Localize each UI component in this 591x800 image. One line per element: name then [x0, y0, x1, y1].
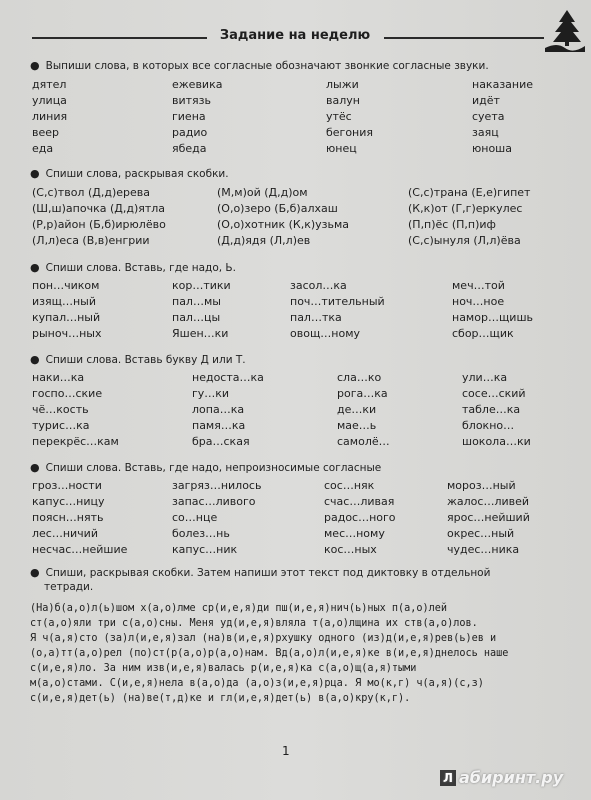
task-3-words: [32, 278, 552, 342]
task-1-words: [32, 77, 552, 157]
word: утёс: [326, 110, 352, 123]
watermark-logo-icon: Л: [440, 770, 456, 786]
word: пал…цы: [172, 311, 221, 324]
task-3-heading: [30, 261, 550, 275]
phrase-row: [32, 233, 552, 249]
text-line: с(и,е,я)ло. За ним изв(и,е,я)валась р(и,е,я)ка с(а,о)щ(а,я)тыми: [30, 663, 417, 674]
bullet-icon: ●: [30, 261, 40, 274]
task-6-heading-text: Спиши, раскрывая скобки. Затем напиши этот текст под диктовку в отдельной: [45, 567, 491, 579]
word: самолё…: [337, 435, 390, 448]
text-line: м(а,о)стами. С(и,е,я)нела в(а,о)да (а,о)з(и,е,я)рца. Я мо(к,г) ч(а,я)(с,з): [30, 678, 484, 689]
word: сбор…щик: [452, 327, 514, 340]
word: юноша: [472, 142, 512, 155]
word: ноч…ное: [452, 295, 505, 308]
word: табле…ка: [462, 403, 521, 416]
word-row: [32, 77, 552, 93]
dictation-text: [30, 601, 550, 706]
word-row: [32, 109, 552, 125]
word-row: [32, 294, 552, 310]
word: Яшен…ки: [172, 327, 229, 340]
text-line: ст(а,о)яли три с(а,о)сны. Меня уд(и,е,я)вляла т(а,о)лщина их ств(а,о)лов.: [30, 618, 478, 629]
page-title: Задание на неделю: [219, 28, 371, 43]
word: турис…ка: [32, 419, 90, 432]
task-2-phrases: [32, 185, 552, 249]
task-6-heading-continued: [44, 580, 564, 594]
word: бра…ская: [192, 435, 250, 448]
word-row: [32, 278, 552, 294]
word: лыжи: [326, 78, 359, 91]
word: мороз…ный: [447, 479, 516, 492]
text-line: (о,а)тт(а,о)рел (по)ст(р(а,о)р(а,о)нам. Вд(а,о)л(и,е,я)ке в(и,е,я)днелось наше: [30, 648, 509, 659]
word: линия: [32, 110, 68, 123]
word: поясн…нять: [32, 511, 104, 524]
word: веер: [32, 126, 60, 139]
word: сла…ко: [337, 371, 382, 384]
word: счас…ливая: [324, 495, 395, 508]
word: кос…ных: [324, 543, 377, 556]
phrase: (Л,л)еса (В,в)енгрии: [32, 234, 150, 247]
text-line: с(и,е,я)дет(ь) (на)ве(т,д)ке и гл(и,е,я)дет(ь) в(а,о)кру(к,г).: [30, 693, 411, 704]
watermark: [440, 768, 563, 787]
task-6-heading-text-2: тетради.: [44, 581, 94, 593]
word: идёт: [472, 94, 500, 107]
task-3-heading-text: Спиши слова. Вставь, где надо, Ь.: [45, 262, 236, 274]
phrase: (С,с)твол (Д,д)ерева: [32, 186, 150, 199]
word: юнец: [326, 142, 357, 155]
task-2-heading-text: Спиши слова, раскрывая скобки.: [45, 168, 229, 180]
word: мае…ь: [337, 419, 377, 432]
word: сос…няк: [324, 479, 375, 492]
word-row: [32, 402, 552, 418]
word: жалос…ливей: [447, 495, 530, 508]
word: капус…ник: [172, 543, 238, 556]
word: радио: [172, 126, 208, 139]
task-4-words: [32, 370, 552, 450]
word: улица: [32, 94, 67, 107]
word: со…нце: [172, 511, 218, 524]
bullet-icon: ●: [30, 353, 40, 366]
word: ули…ка: [462, 371, 508, 384]
word-row: [32, 526, 552, 542]
word: дятел: [32, 78, 67, 91]
word-row: [32, 370, 552, 386]
word: лопа…ка: [192, 403, 245, 416]
word: блокно…: [462, 419, 515, 432]
bullet-icon: ●: [30, 461, 40, 474]
word: гроз…ности: [32, 479, 102, 492]
word: купал…ный: [32, 311, 101, 324]
task-5-words: [32, 478, 552, 558]
word-row: [32, 326, 552, 342]
word: рыноч…ных: [32, 327, 102, 340]
word: недоста…ка: [192, 371, 264, 384]
phrase: (О,о)хотник (К,к)узьма: [217, 218, 350, 231]
word: валун: [326, 94, 360, 107]
bullet-icon: ●: [30, 167, 40, 180]
task-1-heading: [30, 59, 550, 73]
word: перекрёс…кам: [32, 435, 119, 448]
word: памя…ка: [192, 419, 246, 432]
word: рога…ка: [337, 387, 388, 400]
phrase: (Ш,ш)апочка (Д,д)ятла: [32, 202, 166, 215]
word: болез…нь: [172, 527, 230, 540]
word: бегония: [326, 126, 374, 139]
word: пал…мы: [172, 295, 221, 308]
word: намор…щишь: [452, 311, 534, 324]
word-row: [32, 93, 552, 109]
task-5-heading-text: Спиши слова. Вставь, где надо, непроизносимые согласные: [45, 462, 382, 474]
word-row: [32, 418, 552, 434]
phrase-row: [32, 185, 552, 201]
word-row: [32, 310, 552, 326]
page-number: 1: [282, 744, 290, 758]
task-5-heading: [30, 461, 550, 475]
word: изящ…ный: [32, 295, 97, 308]
word: несчас…нейшие: [32, 543, 128, 556]
word: де…ки: [337, 403, 377, 416]
task-1-heading-text: Выпиши слова, в которых все согласные обозначают звонкие согласные звуки.: [45, 60, 489, 72]
word-row: [32, 478, 552, 494]
word: витязь: [172, 94, 211, 107]
phrase: (М,м)ой (Д,д)ом: [217, 186, 308, 199]
word: пон…чиком: [32, 279, 100, 292]
phrase-row: [32, 201, 552, 217]
word: госпо…ские: [32, 387, 103, 400]
word: поч…тительный: [290, 295, 385, 308]
phrase: (С,с)ынуля (Л,л)ёва: [408, 234, 521, 247]
word: чё…кость: [32, 403, 89, 416]
word: ежевика: [172, 78, 223, 91]
word: ярос…нейший: [447, 511, 530, 524]
word: кор…тики: [172, 279, 231, 292]
phrase: (С,с)трана (Е,е)гипет: [408, 186, 531, 199]
task-2-heading: [30, 167, 550, 181]
phrase: (Д,д)ядя (Л,л)ев: [217, 234, 311, 247]
word: окрес…ный: [447, 527, 515, 540]
word: овощ…ному: [290, 327, 361, 340]
word: пал…тка: [290, 311, 342, 324]
watermark-text: абиринт.ру: [459, 768, 564, 787]
word: наки…ка: [32, 371, 85, 384]
word: чудес…ника: [447, 543, 520, 556]
word: шокола…ки: [462, 435, 531, 448]
word: суета: [472, 110, 505, 123]
task-4-heading-text: Спиши слова. Вставь букву Д или Т.: [45, 354, 246, 366]
word: запас…ливого: [172, 495, 256, 508]
word: еда: [32, 142, 54, 155]
word: гиена: [172, 110, 206, 123]
phrase-row: [32, 217, 552, 233]
word-row: [32, 510, 552, 526]
bullet-icon: ●: [30, 59, 40, 72]
word-row: [32, 542, 552, 558]
word: радос…ного: [324, 511, 396, 524]
word: загряз…нилось: [172, 479, 262, 492]
word: засол…ка: [290, 279, 347, 292]
header-rule-right: [384, 37, 544, 39]
word: лес…ничий: [32, 527, 98, 540]
word-row: [32, 125, 552, 141]
word: мес…ному: [324, 527, 385, 540]
word: капус…ницу: [32, 495, 105, 508]
word-row: [32, 434, 552, 450]
task-6-heading: [30, 566, 550, 580]
phrase: (К,к)от (Г,г)еркулес: [408, 202, 523, 215]
phrase: (П,п)ёс (П,п)иф: [408, 218, 496, 231]
word-row: [32, 494, 552, 510]
bullet-icon: ●: [30, 566, 40, 579]
task-4-heading: [30, 353, 550, 367]
word: ябеда: [172, 142, 207, 155]
phrase: (О,о)зеро (Б,б)алхаш: [217, 202, 338, 215]
text-line: (На)б(а,о)л(ь)шом х(а,о)лме ср(и,е,я)ди пш(и,е,я)нич(ь)ных п(а,о)лей: [30, 603, 448, 614]
word: наказание: [472, 78, 534, 91]
fir-tree-icon: [545, 8, 585, 52]
phrase: (Р,р)айон (Б,б)ирюлёво: [32, 218, 166, 231]
word-row: [32, 141, 552, 157]
word: сосе…ский: [462, 387, 526, 400]
word-row: [32, 386, 552, 402]
text-line: Я ч(а,я)сто (за)л(и,е,я)зал (на)в(и,е,я)рхушку одного (из)д(и,е,я)рев(ь)ев и: [30, 633, 497, 644]
word: заяц: [472, 126, 499, 139]
word: меч…той: [452, 279, 505, 292]
word: гу…ки: [192, 387, 230, 400]
header-rule-left: [32, 37, 207, 39]
